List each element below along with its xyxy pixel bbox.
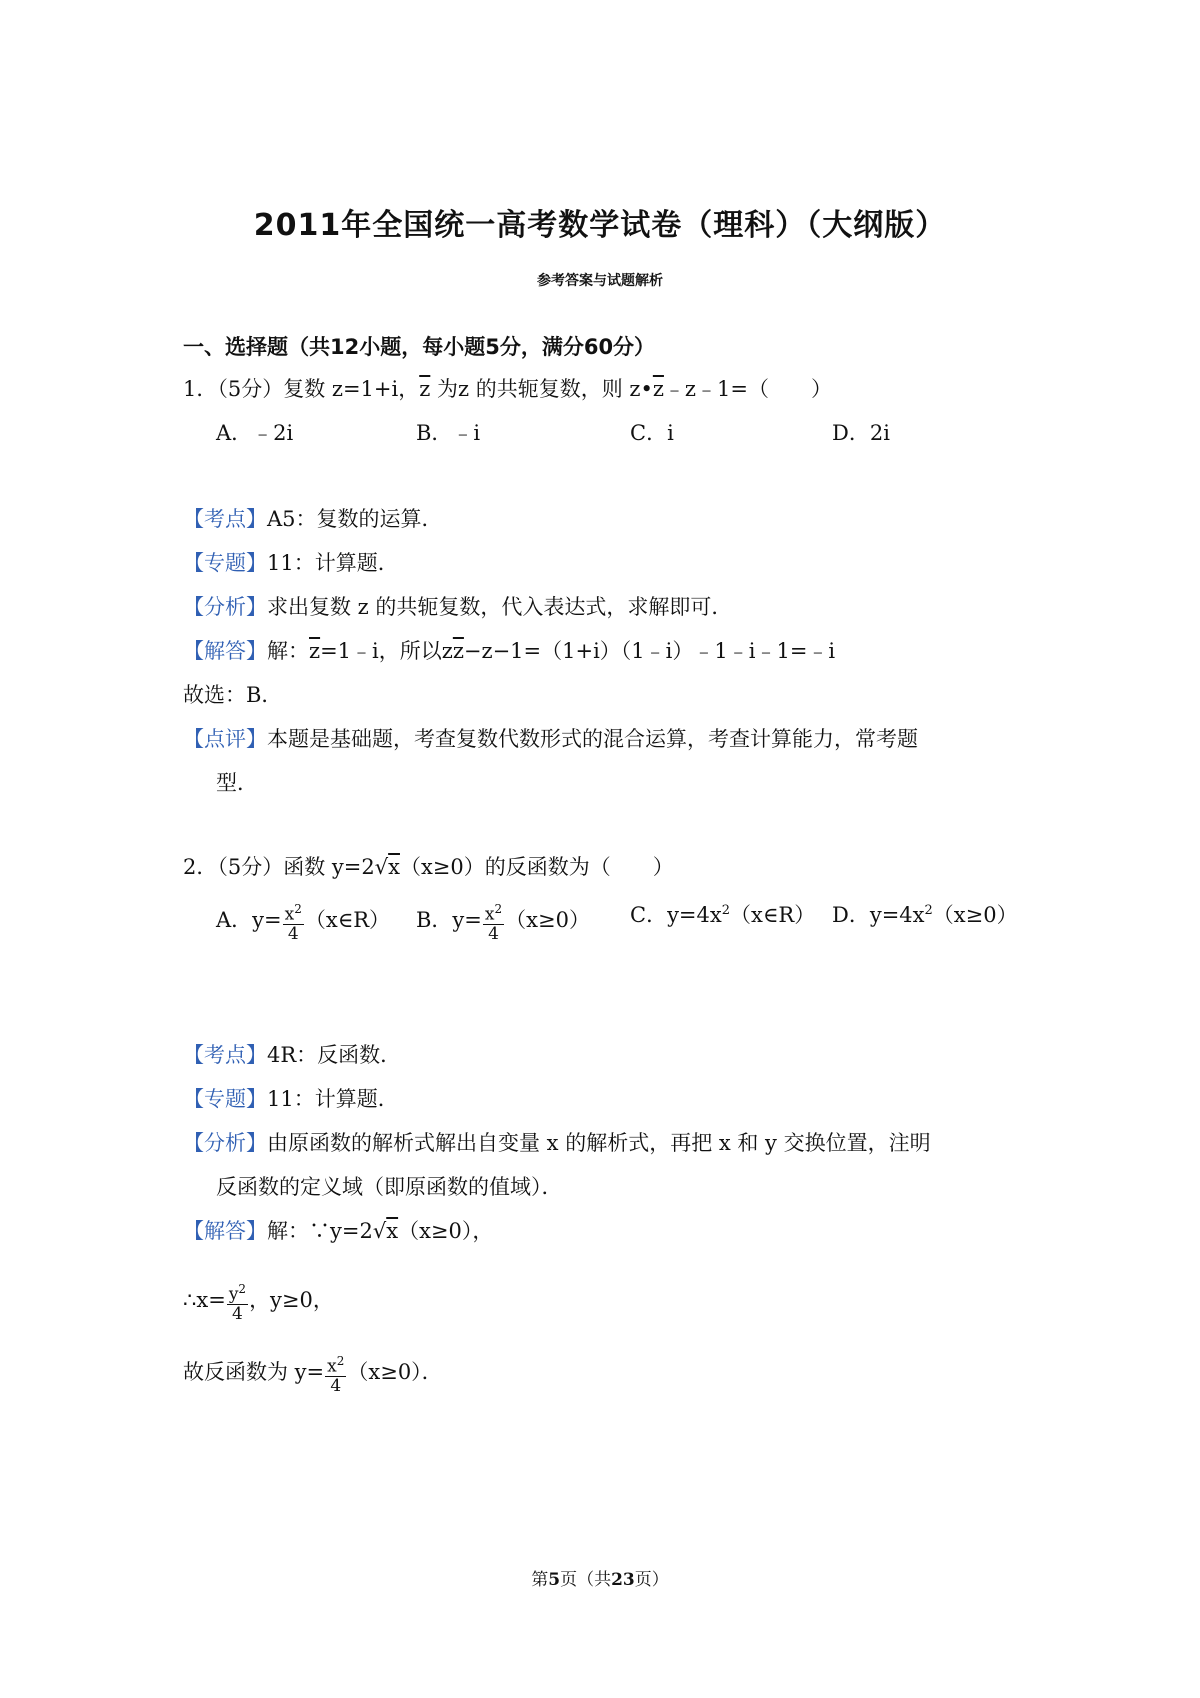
q2-zhuanti: 【专题】11：计算题． [183,1087,399,1111]
q1-kaodian: 【考点】A5：复数的运算． [183,507,443,531]
q1-dianping-cont: 型． [216,771,258,795]
q1-jieda: 【解答】解：$\overline{z}=1﹣i$，所以$z\overline{z}-z-1=(1+i)(1﹣i)﹣1﹣i﹣1=﹣i$ [183,639,836,663]
q1-option-b: B．﹣i [416,421,481,445]
q2-option-d: D．$y=4x^2(x\ge 0)$ [832,903,1018,927]
q1-fenxi: 【分析】求出复数 z 的共轭复数，代入表达式，求解即可． [183,595,733,619]
question-1-stem: 1．（5分）复数 z=1+i，$\overline{z}$ 为z 的共轭复数，则 $z•\overline{z}﹣z﹣1=$（ ） [183,377,832,401]
q2-fenxi: 【分析】由原函数的解析式解出自变量 x 的解析式，再把 x 和 y 交换位置，注明 [183,1131,931,1155]
q1-option-c: C．i [630,421,674,445]
q1-option-d: D．2i [832,421,890,445]
q2-step-2: ∴x= $\frac{y^2}{4}$ ，y≥0， [183,1282,334,1324]
q2-kaodian: 【考点】4R：反函数． [183,1043,402,1067]
q2-option-a: A．y= $\frac{x^2}{4}$ （x∈R） [216,902,391,944]
page-title: 2011年全国统一高考数学试卷（理科）（大纲版） [253,208,947,243]
q2-option-c: C．$y=4x^2(x\in R)$ [630,903,816,927]
q1-zhuanti: 【专题】11：计算题． [183,551,399,575]
section-heading: 一、选择题（共12小题，每小题5分，满分60分） [183,335,656,359]
q2-option-b: B．y= $\frac{x^2}{4}$ （x≥0） [416,902,590,944]
q2-jieda: 【解答】解：∵y=2√x（x≥0）， [183,1219,494,1243]
q1-answer: 故选：B． [183,683,283,707]
q2-fenxi-cont: 反函数的定义域（即原函数的值域）． [216,1175,563,1199]
q1-option-a: A．﹣2i [216,421,294,445]
page-footer: 第5页（共23页） [531,1570,669,1590]
q2-step-3: 故反函数为 y= $\frac{x^2}{4}$ （x≥0）． [183,1354,443,1396]
page-subtitle: 参考答案与试题解析 [537,273,663,289]
q1-dianping: 【点评】本题是基础题，考查复数代数形式的混合运算，考查计算能力，常考题 [183,727,918,751]
question-2-stem: 2．（5分）函数 y=2√x（x≥0）的反函数为（ ） [183,855,674,879]
